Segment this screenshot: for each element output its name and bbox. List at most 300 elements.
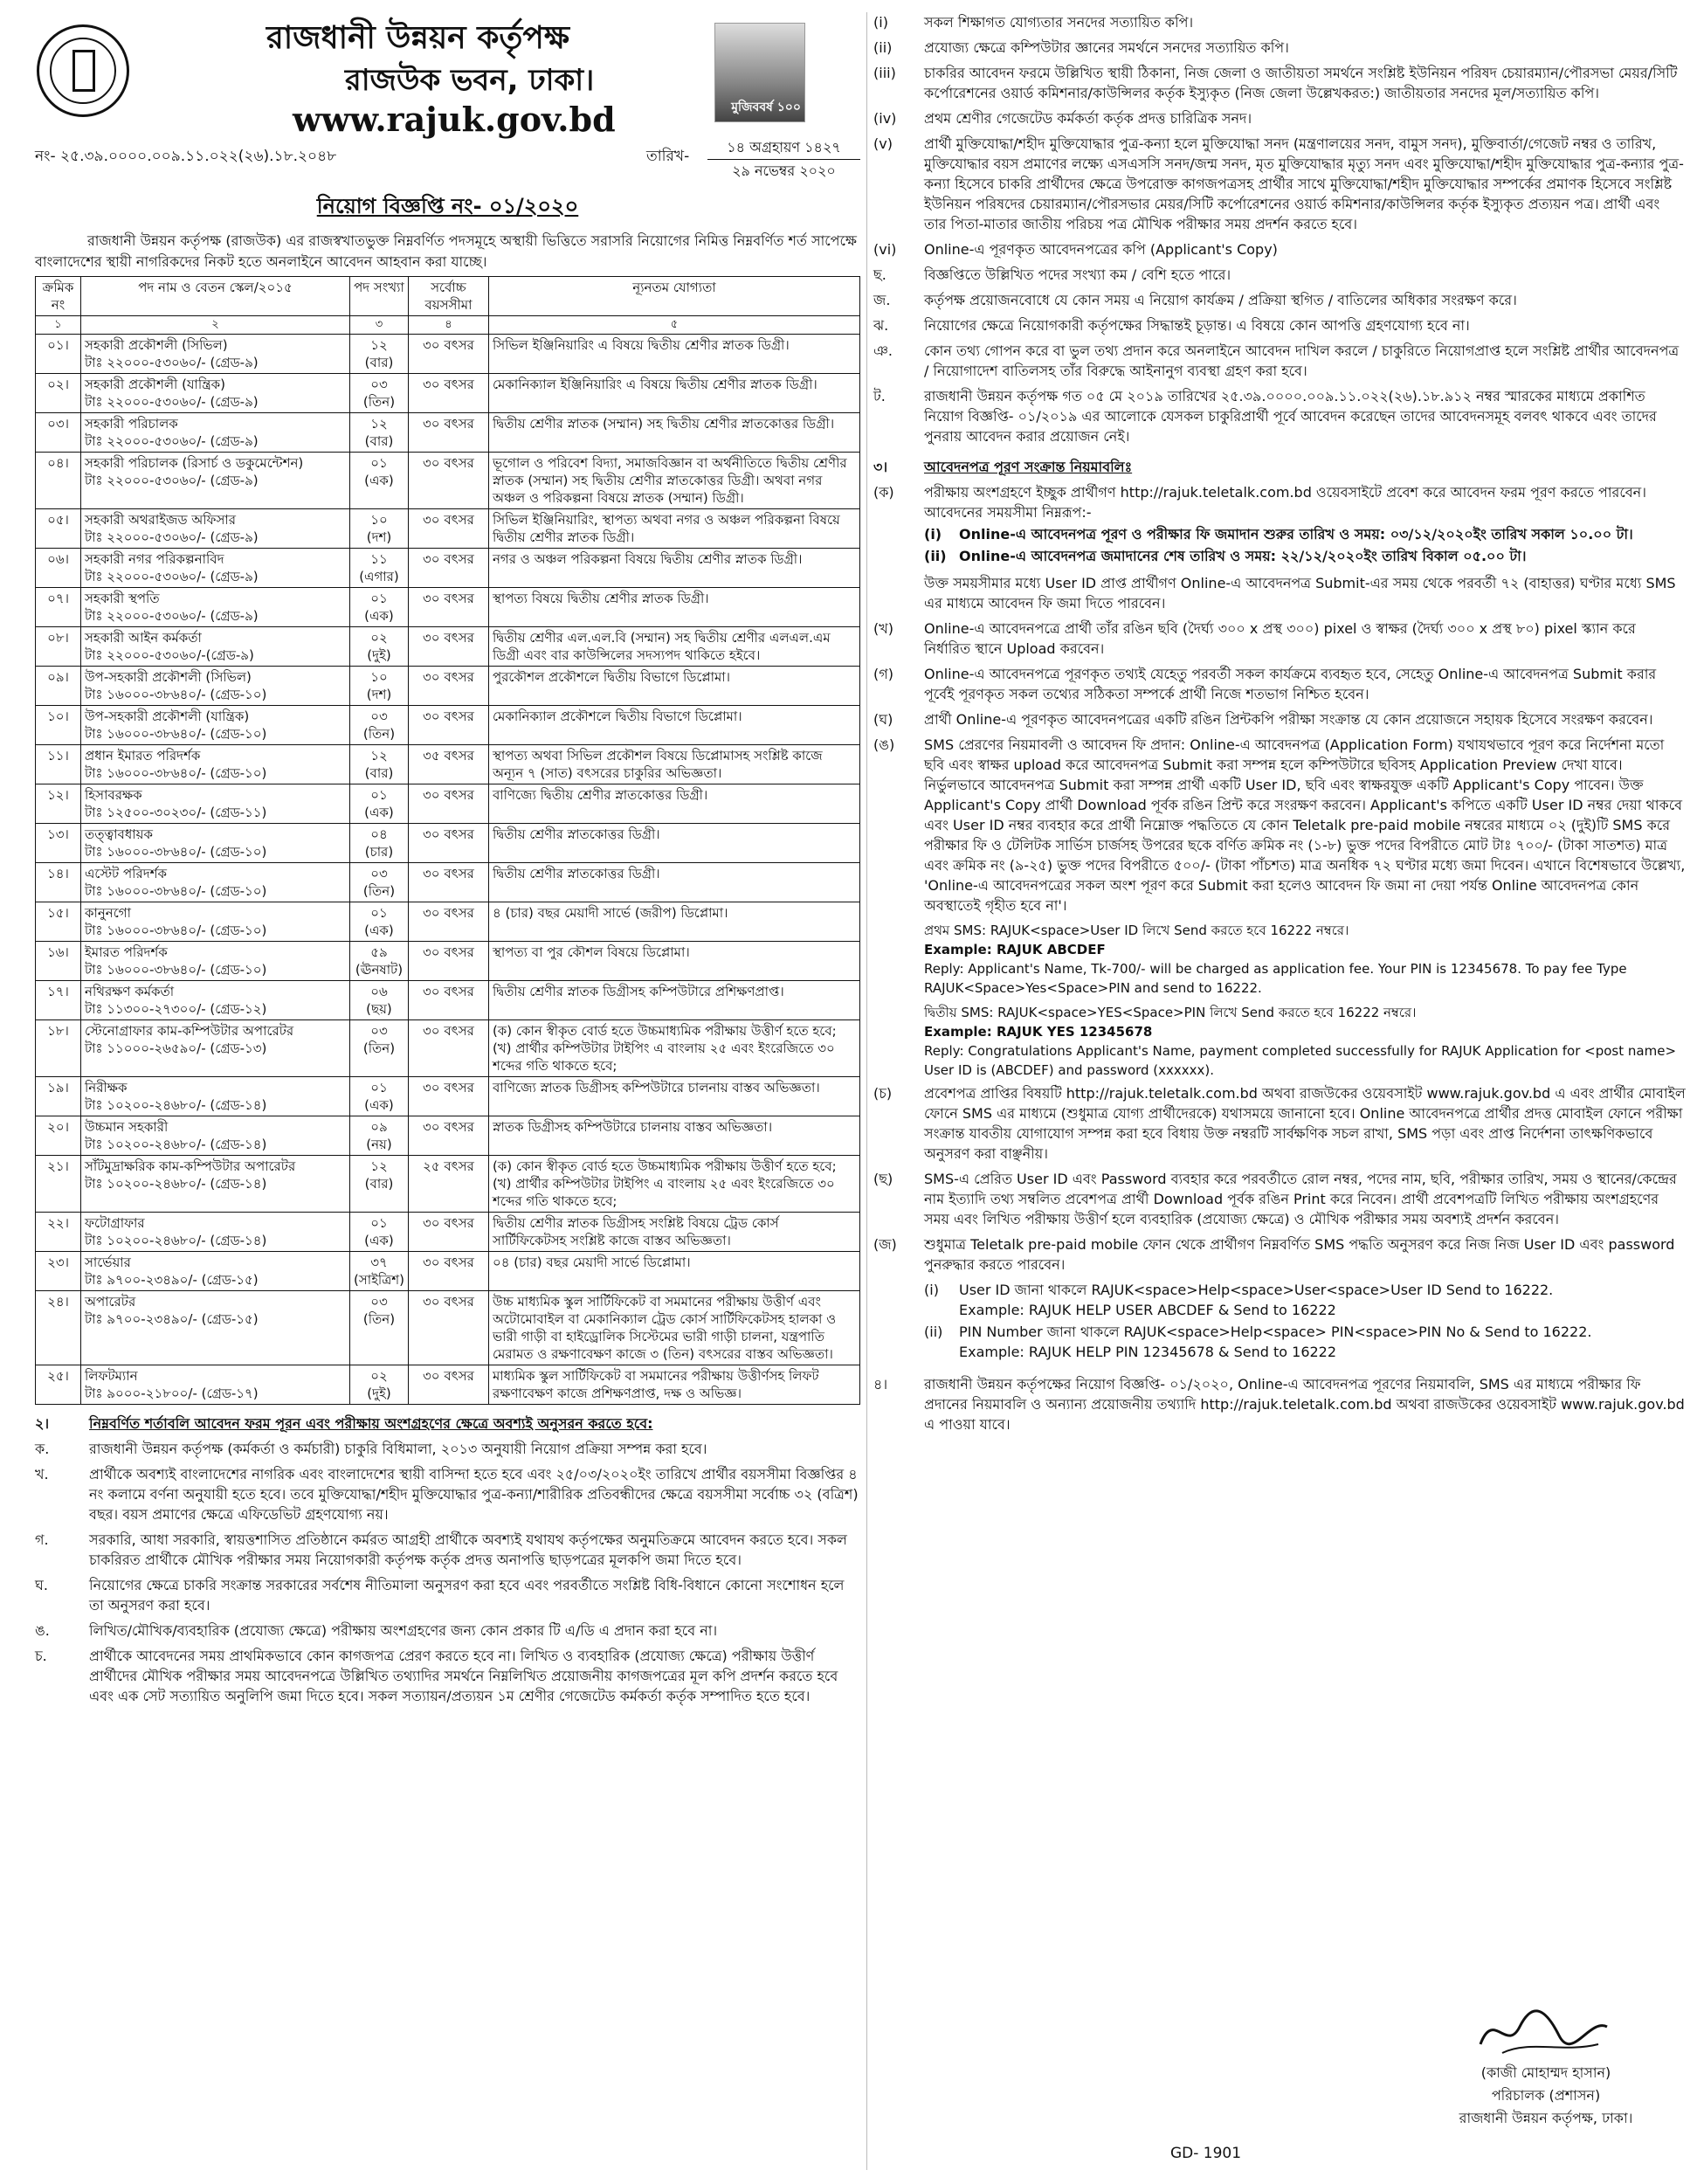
recover-items	[924, 1280, 1686, 1362]
cell-qualification: দ্বিতীয় শ্রেণীর স্নাতকোত্তর ডিগ্রী।	[488, 863, 859, 902]
post-scale: টাঃ ১৬০০০-৩৮৬৪০/- (গ্রেড-১০)	[85, 765, 267, 781]
cell-serial: ২১।	[36, 1156, 81, 1213]
date-box	[707, 136, 860, 183]
item-key: (ii)	[924, 1324, 943, 1340]
item-text: Online-এ পূরণকৃত আবেদনপত্রের কপি (Applicant's Copy)	[924, 241, 1278, 258]
post-scale: টাঃ ২২০০০-৫৩০৬০/- (গ্রেড-৯)	[85, 355, 259, 370]
item-text: কর্তৃপক্ষ প্রয়োজনবোধে যে কোন সময় এ নিয়োগ কার্যক্রম / প্রক্রিয়া স্থগিত / বাতিলের অধিকার সংরক্ষণ করে।	[924, 292, 1517, 308]
count-word: (এক)	[364, 1233, 394, 1248]
count-number: ১২	[370, 748, 388, 764]
count-word: (তিন)	[362, 726, 396, 742]
header-post: পদ নাম ও বেতন স্কেল/২০১৫	[81, 277, 350, 316]
condition-item	[873, 315, 1686, 335]
post-name: ফটোগ্রাফার	[85, 1215, 145, 1231]
cell-count	[350, 784, 409, 824]
apply-item-ka	[873, 482, 1686, 613]
count-number: ১০	[370, 669, 388, 685]
sms-instructions	[924, 921, 1686, 1080]
cell-qualification: দ্বিতীয় শ্রেণীর স্নাতকোত্তর ডিগ্রী।	[488, 824, 859, 863]
table-row	[36, 509, 860, 549]
cell-age: ৩০ বৎসর	[408, 1077, 488, 1116]
apply-item	[873, 664, 1686, 704]
required-documents	[873, 12, 1686, 259]
document-item	[873, 12, 1686, 32]
cell-count	[350, 1252, 409, 1291]
post-name: উপ-সহকারী প্রকৌশলী (যান্ত্রিক)	[85, 708, 250, 724]
table-row	[36, 1365, 860, 1405]
cell-serial: ১৮।	[36, 1020, 81, 1077]
cell-age: ২৫ বৎসর	[408, 1156, 488, 1213]
post-name: সহকারী প্রকৌশলী (সিভিল)	[85, 337, 228, 353]
item-key: খ.	[35, 1466, 49, 1482]
cell-post	[81, 1020, 350, 1077]
table-row	[36, 453, 860, 509]
cell-qualification: ভূগোল ও পরিবেশ বিদ্যা, সমাজবিজ্ঞান বা অর্থনীতিতে দ্বিতীয় শ্রেণীর স্নাতক (সম্মান) সহ দ্বিতীয় শ্রেণীর স্নাতকোত্তর ডিগ্রী। অথবা নগর অঞ্চল ও পরিকল্পনা বিষয়ে স্নাতক (সম্মান) ডিগ্রী।	[488, 453, 859, 509]
item-key: ছ.	[873, 266, 886, 283]
final-note	[873, 1374, 1686, 1434]
cell-serial: ২৩।	[36, 1252, 81, 1291]
table-row	[36, 413, 860, 453]
cell-post	[81, 335, 350, 374]
cell-age: ৩০ বৎসর	[408, 335, 488, 374]
post-scale: টাঃ ৯৭০০-২৩৪৯০/- (গ্রেড-১৫)	[85, 1311, 259, 1327]
cell-qualification: পুরকৌশল প্রকৌশলে দ্বিতীয় বিভাগে ডিপ্লোমা।	[488, 667, 859, 706]
table-row	[36, 627, 860, 667]
post-scale: টাঃ ৯০০০-২১৮০০/- (গ্রেড-১৭)	[85, 1386, 259, 1401]
count-word: (ছয়)	[366, 1001, 392, 1017]
table-row	[36, 784, 860, 824]
cell-post	[81, 374, 350, 413]
item-key: (ii)	[873, 39, 893, 56]
cell-post	[81, 1156, 350, 1213]
count-number: ১২	[370, 1158, 388, 1174]
count-number: ০৩	[370, 1023, 388, 1039]
apply-item	[873, 619, 1686, 659]
count-number: ০১	[370, 1080, 388, 1095]
header-qualification: ন্যূনতম যোগ্যতা	[488, 277, 859, 316]
cell-count	[350, 942, 409, 981]
cell-serial: ০২।	[36, 374, 81, 413]
cell-age: ৩০ বৎসর	[408, 902, 488, 942]
table-row	[36, 824, 860, 863]
header	[35, 12, 860, 187]
item-text: প্রার্থীকে অবশ্যই বাংলাদেশের নাগরিক এবং বাংলাদেশের স্থায়ী বাসিন্দা হতে হবে এবং ২৫/০৩/২০২০ইং তারিখে প্রার্থীর বয়সসীমা বিজ্ঞপ্তির ৪ নং কলামে বর্ণনা অনুযায়ী হতে হবে। তবে মুক্তিযোদ্ধা/শহীদ মুক্তিযোদ্ধার পুত্র-কন্যা/শারীরিক প্রতিবন্ধীদের ক্ষেত্রে বয়সসীমা সর্বোচ্চ ৩২ (বত্রিশ) বছর। বয়স প্রমাণের ক্ষেত্রে এফিডেভিট গ্রহণযোগ্য নয়।	[89, 1466, 859, 1523]
table-row	[36, 1291, 860, 1365]
item-key: ঝ.	[873, 317, 889, 334]
apply-item	[873, 709, 1686, 729]
cell-post	[81, 706, 350, 745]
cell-serial: ২৫।	[36, 1365, 81, 1405]
cell-qualification: মাধ্যমিক স্কুল সার্টিফিকেট বা সমমানের পরীক্ষায় উত্তীর্ণসহ লিফট রক্ষণাবেক্ষণ কাজে প্রশিক্ষণপ্রাপ্ত, দক্ষ ও অভিজ্ঞ।	[488, 1365, 859, 1405]
cell-post	[81, 509, 350, 549]
condition-item	[35, 1439, 860, 1459]
item-key: (জ)	[873, 1236, 897, 1253]
cell-count	[350, 981, 409, 1020]
condition-item	[873, 386, 1686, 446]
item-text: SMS প্রেরণের নিয়মাবলী ও আবেদন ফি প্রদান: Online-এ আবেদনপত্র (Application Form) যথাযথভাবে পূরণ করে নির্দেশনা মতো ছবি এবং স্বাক্ষর upload করে আবেদনপত্র Submit করা সম্পন্ন হলে কম্পিউটারে ছবিসহ Application Preview দেখা যাবে। নির্ভুলভাবে আবেদনপত্র Submit করা সম্পন্ন প্রার্থী একটি User ID, ছবি এবং স্বাক্ষরযুক্ত একটি Applicant's Copy পাবেন। উক্ত Applicant's Copy প্রার্থী Download পূর্বক রঙিন প্রিন্ট করে সংরক্ষণ করবেন। Applicant's কপিতে একটি User ID নম্বর দেয়া থাকবে এবং User ID নম্বর ব্যবহার করে প্রার্থী নিম্নোক্ত পদ্ধতিতে যে কোন Teletalk pre-paid mobile নম্বরের মাধ্যমে ০২ (দুই)টি SMS করে পরীক্ষার ফি ও টেলিটক সার্ভিস চার্জসহ উপরের ছকে বর্ণিত ক্রমিক নং (১-৮) ভুক্ত পদের বিপরীতে মোট টাঃ ৭০০/- (টাকা সাতশত) মাত্র এবং ক্রমিক নং (৯-২৫) ভুক্ত পদের বিপরীতে ৫০০/- (টাকা পাঁচশত) মাত্র অনধিক ৭২ ঘণ্টার মধ্যে জমা দিবেন। এখানে বিশেষভাবে উল্লেখ্য, 'Online-এ আবেদনপত্রের সকল অংশ পূরণ করে Submit করা হলেও আবেদন ফি জমা না দেয়া পর্যন্ত Online আবেদনপত্র কোন অবস্থাতেই গৃহীত হবে না'।	[924, 736, 1686, 914]
item-key: (v)	[873, 135, 893, 152]
count-number: ০৪	[370, 826, 388, 842]
post-scale: টাঃ ১০২০০-২৪৬৮০/- (গ্রেড-১৪)	[85, 1176, 267, 1192]
cell-qualification: মেকানিক্যাল প্রকৌশলে দ্বিতীয় বিভাগে ডিপ্লোমা।	[488, 706, 859, 745]
post-name: হিসাবরক্ষক	[85, 787, 142, 803]
item-key: ঙ.	[35, 1622, 50, 1639]
item-text: সকল শিক্ষাগত যোগ্যতার সনদের সত্যায়িত কপি।	[924, 14, 1194, 31]
cell-serial: ১৬।	[36, 942, 81, 981]
post-name: সহকারী আইন কর্মকর্তা	[85, 630, 202, 646]
col-number: ৩	[350, 316, 409, 335]
post-name: নিরীক্ষক	[85, 1080, 128, 1095]
document-item	[873, 134, 1686, 234]
cell-count	[350, 1116, 409, 1156]
cell-count	[350, 374, 409, 413]
cell-serial: ১৩।	[36, 824, 81, 863]
cell-post	[81, 1116, 350, 1156]
count-word: (এক)	[364, 1097, 394, 1113]
count-number: ০৩	[370, 377, 388, 392]
recover-example: Example: RAJUK HELP USER ABCDEF & Send to 16222	[959, 1302, 1336, 1318]
cell-age: ৩০ বৎসর	[408, 706, 488, 745]
apply-item	[873, 735, 1686, 916]
cell-age: ৩০ বৎসর	[408, 453, 488, 509]
table-row	[36, 706, 860, 745]
condition-item	[35, 1530, 860, 1570]
cell-serial: ২৪।	[36, 1291, 81, 1365]
post-name: উচ্চমান সহকারী	[85, 1119, 169, 1135]
cell-post	[81, 902, 350, 942]
end-date-row: (ii) Online-এ আবেদনপত্র জমাদানের শেষ তারিখ ও সময়: ২২/১২/২০২০ইং তারিখ বিকাল ০৫.০০ টা।	[924, 546, 1686, 566]
count-word: (দুই)	[367, 1386, 391, 1401]
table-row	[36, 1156, 860, 1213]
post-scale: টাঃ ২২০০০-৫৩০৬০/- (গ্রেড-৯)	[85, 394, 259, 410]
count-word: (ঊনষাট)	[355, 962, 404, 978]
cell-count	[350, 453, 409, 509]
post-name: উপ-সহকারী প্রকৌশলী (সিভিল)	[85, 669, 252, 685]
cell-post	[81, 784, 350, 824]
cell-age: ৩০ বৎসর	[408, 667, 488, 706]
memo-number: নং- ২৫.৩৯.০০০০.০০৯.১১.০২২(২৬).১৮.২০৪৮	[35, 148, 337, 165]
cell-serial: ০৫।	[36, 509, 81, 549]
cell-serial: ০৩।	[36, 413, 81, 453]
item-key: (ক)	[873, 484, 894, 501]
cell-serial: ০৬।	[36, 549, 81, 588]
condition-item	[35, 1621, 860, 1641]
post-name: সহকারী অথরাইজড অফিসার	[85, 512, 237, 528]
count-number: ০৩	[370, 866, 388, 881]
cell-serial: ১২।	[36, 784, 81, 824]
sms-reply-2: Reply: Congratulations Applicant's Name, payment completed successfully for RAJUK Application for <post name> User ID is (ABCDEF) and password (xxxxxx).	[924, 1043, 1677, 1078]
table-row	[36, 902, 860, 942]
post-scale: টাঃ ১০২০০-২৪৬৮০/- (গ্রেড-১৪)	[85, 1097, 267, 1113]
cell-qualification: স্থাপত্য বা পুর কৌশল বিষয়ে ডিপ্লোমা।	[488, 942, 859, 981]
table-row	[36, 1213, 860, 1252]
post-name: এস্টেট পরিদর্শক	[85, 866, 167, 881]
cell-post	[81, 1213, 350, 1252]
post-name: নথিরক্ষণ কর্মকর্তা	[85, 984, 175, 999]
post-name: সহকারী নগর পরিকল্পনাবিদ	[85, 551, 224, 567]
rajuk-logo-icon	[37, 24, 129, 117]
date-english: ২৯ নভেম্বর ২০২০	[732, 162, 836, 179]
sms-first: প্রথম SMS: RAJUK<space>User ID লিখে Send করতে হবে 16222 নম্বরে।	[924, 923, 1349, 938]
table-row	[36, 549, 860, 588]
table-row	[36, 981, 860, 1020]
cell-serial: ১৯।	[36, 1077, 81, 1116]
table-row	[36, 1116, 860, 1156]
count-number: ০২	[370, 630, 388, 646]
apply-number: ৩।	[873, 459, 888, 475]
item-text: রাজধানী উন্নয়ন কর্তৃপক্ষ (কর্মকর্তা ও কর্মচারী) চাকুরি বিধিমালা, ২০১৩ অনুযায়ী নিয়োগ প্রক্রিয়া সম্পন্ন করা হবে।	[89, 1441, 707, 1457]
cell-count	[350, 667, 409, 706]
cell-qualification: নগর ও অঞ্চল পরিকল্পনা বিষয়ে দ্বিতীয় শ্রেণীর স্নাতক ডিগ্রী।	[488, 549, 859, 588]
cell-age: ৩০ বৎসর	[408, 374, 488, 413]
cell-count	[350, 588, 409, 627]
column-number-row	[36, 316, 860, 335]
count-number: ৩৭	[370, 1254, 388, 1270]
item-text: প্রার্থী মুক্তিযোদ্ধা/শহীদ মুক্তিযোদ্ধার পুত্র-কন্যা হলে মুক্তিযোদ্ধা সনদ (মন্ত্রণালয়ের সনদ, বামুস সনদ), মুক্তিবার্তা/গেজেট নম্বর ও তারিখ, মুক্তিযোদ্ধার বয়স প্রমাণের লক্ষ্যে এসএসসি সনদ/জন্ম সনদ, মৃত মুক্তিযোদ্ধার মৃত্যু সনদ এবং মুক্তিযোদ্ধা/শহীদ মুক্তিযোদ্ধার পুত্র-কন্যার পুত্র-কন্যা হিসেবে চাকরি প্রার্থীদের ক্ষেত্রে উপরোক্ত কাগজপত্রসহ প্রার্থীর সাথে মুক্তিযোদ্ধা/শহীদ মুক্তিযোদ্ধার সম্পর্কের প্রমাণক হিসেবে সংশ্লিষ্ট ইউনিয়ন পরিষদের চেয়ারম্যান/পৌরসভার মেয়র/সিটি কর্পোরেশনের ওয়ার্ড কমিশনার/কাউন্সিলর কর্তৃক ইস্যুকৃত প্রত্যয়ন পত্র। প্রার্থী এবং তার পিতা-মাতার জাতীয় পরিচয় পত্র মৌখিক পরীক্ষার সময় প্রদর্শন করতে হবে।	[924, 135, 1684, 232]
count-word: (এক)	[364, 805, 394, 820]
condition-item	[873, 341, 1686, 381]
cell-age: ৩০ বৎসর	[408, 1020, 488, 1077]
notice-title: নিয়োগ বিজ্ঞপ্তি নং- ০১/২০২০	[316, 194, 579, 218]
conditions-heading-row	[35, 1413, 860, 1434]
item-text: সরকারি, আধা সরকারি, স্বায়ত্তশাসিত প্রতিষ্ঠানে কর্মরত আগ্রহী প্রার্থীকে অবশ্যই যথাযথ কর্তৃপক্ষের অনুমতিক্রমে আবেদন করতে হবে। সকল চাকরিরত প্রার্থীকে মৌখিক পরীক্ষার সময় নিয়োগকারী কর্তৃপক্ষ কর্তৃক প্রদত্ত অনাপত্তি ছাড়পত্রের মূলকপি জমা দিতে হবে।	[89, 1531, 847, 1568]
post-scale: টাঃ ২২০০০-৫৩০৬০/- (গ্রেড-৯)	[85, 569, 259, 584]
cell-post	[81, 1252, 350, 1291]
start-date-row: (i) Online-এ আবেদনপত্র পূরণ ও পরীক্ষার ফি জমাদান শুরুর তারিখ ও সময়: ০৩/১২/২০২০ইং তারিখ সকাল ১০.০০ টা।	[924, 524, 1686, 544]
count-word: (এক)	[364, 923, 394, 938]
item-text: প্রবেশপত্র প্রাপ্তির বিষয়টি http://rajuk.teletalk.com.bd অথবা রাজউকের ওয়েবসাইট www.rajuk.gov.bd এ এবং প্রার্থীর মোবাইল ফোনে SMS এর মাধ্যমে (শুধুমাত্র যোগ্য প্রার্থীদেরকে) যথাসময়ে জানানো হবে। Online আবেদনপত্রে প্রার্থীর প্রদত্ত মোবাইল ফোনে পরীক্ষা সংক্রান্ত যাবতীয় যোগাযোগ সম্পন্ন করা হবে বিধায় উক্ত নম্বরটি সার্বক্ষণিক সচল রাখা, SMS পড়া এবং প্রাপ্ত নির্দেশনা তাৎক্ষণিকভাবে অনুসরণ করা বাঞ্ছনীয়।	[924, 1085, 1686, 1162]
cell-qualification: সিভিল ইঞ্জিনিয়ারিং এ বিষয়ে দ্বিতীয় শ্রেণীর স্নাতক ডিগ্রী।	[488, 335, 859, 374]
signatory-name: (কাজী মোহাম্মদ হাসান)	[1480, 2064, 1611, 2081]
post-name: সহকারী পরিচালক	[85, 416, 178, 432]
cell-age: ৩০ বৎসর	[408, 824, 488, 863]
column-divider	[866, 12, 867, 2170]
cell-qualification: (ক) কোন স্বীকৃত বোর্ড হতে উচ্চমাধ্যমিক পরীক্ষায় উত্তীর্ণ হতে হবে; (খ) প্রার্থীর কম্পিউটার টাইপিং এ বাংলায় ২৫ এবং ইংরেজিতে ৩০ শব্দের গতি থাকতে হবে;	[488, 1156, 859, 1213]
document-item	[873, 108, 1686, 128]
item-key: (গ)	[873, 666, 893, 682]
item-text: বিজ্ঞপ্তিতে উল্লিখিত পদের সংখ্যা কম / বেশি হতে পারে।	[924, 266, 1231, 283]
building-name: রাজউক ভবন, ঢাকা।	[345, 63, 595, 98]
post-scale: টাঃ ১৬০০০-৩৮৬৪০/- (গ্রেড-১০)	[85, 883, 267, 899]
post-scale: টাঃ ৯৭০০-২৩৪৯০/- (গ্রেড-১৫)	[85, 1272, 259, 1288]
document-item	[873, 239, 1686, 259]
cell-serial: ০১।	[36, 335, 81, 374]
cell-post	[81, 942, 350, 981]
post-name: সহকারী স্থপতি	[85, 591, 160, 606]
cell-qualification: স্থাপত্য অথবা সিভিল প্রকৌশল বিষয়ে ডিপ্লোমাসহ সংশ্লিষ্ট কাজে অন্যূন ৭ (সাত) বৎসরের চাকুরির অভিজ্ঞতা।	[488, 745, 859, 784]
sms-reply-1: Reply: Applicant's Name, Tk-700/- will be charged as application fee. Your PIN is 12345678. To pay fee Type RAJUK<Space>Yes<Space>PIN and send to 16222.	[924, 961, 1627, 996]
item-text: নিয়োগের ক্ষেত্রে নিয়োগকারী কর্তৃপক্ষের সিদ্ধান্তই চূড়ান্ত। এ বিষয়ে কোন আপত্তি গ্রহণযোগ্য হবে না।	[924, 317, 1470, 334]
count-number: ১০	[370, 512, 388, 528]
count-word: (চার)	[364, 844, 394, 860]
item-text: প্রযোজ্য ক্ষেত্রে কম্পিউটার জ্ঞানের সমর্থনে সনদের সত্যায়িত কপি।	[924, 39, 1289, 56]
conditions	[35, 1413, 860, 1706]
post-scale: টাঃ ১২৫০০-৩০২৩০/- (গ্রেড-১১)	[85, 805, 267, 820]
condition-item	[35, 1464, 860, 1524]
count-number: ০৬	[370, 984, 388, 999]
post-name: কানুনগো	[85, 905, 131, 921]
post-name: সাঁটমুদ্রাক্ষরিক কাম-কম্পিউটার অপারেটর	[85, 1158, 296, 1174]
cell-post	[81, 413, 350, 453]
post-name: স্টেনোগ্রাফার কাম-কম্পিউটার অপারেটর	[85, 1023, 294, 1039]
signatory-title: পরিচালক (প্রশাসন)	[1491, 2087, 1601, 2104]
recover-line: PIN Number জানা থাকলে RAJUK<space>Help<space> PIN<space>PIN No & Send to 16222.	[959, 1324, 1592, 1340]
table-row	[36, 374, 860, 413]
post-name: অপারেটর	[85, 1294, 136, 1310]
item-key: ট.	[873, 388, 886, 404]
cell-qualification: স্নাতক ডিগ্রীসহ কম্পিউটারে চালনায় বাস্তব অভিজ্ঞতা।	[488, 1116, 859, 1156]
item-key: (iv)	[873, 110, 897, 127]
footer-code: GD- 1901	[1170, 2145, 1242, 2162]
item-text: কোন তথ্য গোপন করে বা ভুল তথ্য প্রদান করে অনলাইনে আবেদন দাখিল করলে / চাকুরিতে নিয়োগপ্রাপ্ত হলে সংশ্লিষ্ট প্রার্থীর আবেদনপত্র / নিয়োগাদেশ বাতিলসহ তাঁর বিরুদ্ধে আইনানুগ ব্যবস্থা গ্রহণ করা হবে।	[924, 342, 1680, 379]
cell-serial: ১১।	[36, 745, 81, 784]
cell-qualification: দ্বিতীয় শ্রেণীর স্নাতক (সম্মান) সহ দ্বিতীয় শ্রেণীর স্নাতকোত্তর ডিগ্রী।	[488, 413, 859, 453]
cell-serial: ২০।	[36, 1116, 81, 1156]
count-number: ০১	[370, 905, 388, 921]
count-word: (বার)	[364, 355, 394, 370]
item-key: চ.	[35, 1648, 47, 1664]
cell-serial: ১০।	[36, 706, 81, 745]
portrait-caption: মুজিববর্ষ ১০০	[731, 100, 801, 114]
header-serial: ক্রমিক নং	[36, 277, 81, 316]
document-list	[873, 12, 1686, 1434]
header-age: সর্বোচ্চ বয়সসীমা	[408, 277, 488, 316]
cell-age: ৩০ বৎসর	[408, 413, 488, 453]
cell-count	[350, 1365, 409, 1405]
item-key: ঞ.	[873, 342, 893, 359]
count-number: ০১	[370, 455, 388, 471]
cell-serial: ১৭।	[36, 981, 81, 1020]
condition-item	[873, 265, 1686, 285]
count-word: (এগার)	[359, 569, 399, 584]
apply-item	[873, 1083, 1686, 1164]
item-key: (ঘ)	[873, 711, 893, 728]
count-word: (বার)	[364, 765, 394, 781]
apply-item	[873, 1169, 1686, 1229]
cell-serial: ০৭।	[36, 588, 81, 627]
item-key: জ.	[873, 292, 891, 308]
cell-serial: ০৪।	[36, 453, 81, 509]
item-key: (খ)	[873, 620, 893, 637]
cell-count	[350, 627, 409, 667]
cell-post	[81, 588, 350, 627]
count-word: (দশ)	[366, 687, 392, 702]
cell-qualification: (ক) কোন স্বীকৃত বোর্ড হতে উচ্চমাধ্যমিক পরীক্ষায় উত্তীর্ণ হতে হবে; (খ) প্রার্থীর কম্পিউটার টাইপিং এ বাংলায় ২৫ এবং ইংরেজিতে ৩০ শব্দের গতি থাকতে হবে;	[488, 1020, 859, 1077]
cell-post	[81, 667, 350, 706]
cell-qualification: দ্বিতীয় শ্রেণীর স্নাতক ডিগ্রীসহ কম্পিউটারে প্রশিক্ষণপ্রাপ্ত।	[488, 981, 859, 1020]
cell-age: ৩৫ বৎসর	[408, 745, 488, 784]
count-word: (নয়)	[366, 1137, 392, 1152]
recover-line: User ID জানা থাকলে RAJUK<space>Help<space>User<space>User ID Send to 16222.	[959, 1282, 1554, 1298]
cell-serial: ০৯।	[36, 667, 81, 706]
cell-age: ৩০ বৎসর	[408, 549, 488, 588]
item-text: Online-এ আবেদনপত্রে প্রার্থী তাঁর রঙিন ছবি (দৈর্ঘ্য ৩০০ x প্রস্থ ৩০০) pixel ও স্বাক্ষর (দৈর্ঘ্য ৩০০ x প্রস্থ ৮০) pixel স্ক্যান করে নির্ধারিত স্থানে Upload করবেন।	[924, 620, 1636, 657]
item-text: চাকরির আবেদন ফরমে উল্লিখিত স্থায়ী ঠিকানা, নিজ জেলা ও জাতীয়তা সমর্থনে সংশ্লিষ্ট ইউনিয়ন পরিষদ চেয়ারম্যান/পৌরসভা মেয়র/সিটি কর্পোরেশনের ওয়ার্ড কমিশনার/কাউন্সিলর কর্তৃক ইস্যুকৃত (নিজ জেলা উল্লেখকরত:) জাতীয়তার সনদের মূল/সত্যায়িত কপি।	[924, 65, 1678, 101]
right-column	[873, 12, 1686, 1440]
date-label: তারিখ-	[646, 148, 690, 165]
cell-serial: ০৮।	[36, 627, 81, 667]
count-number: ০২	[370, 1368, 388, 1384]
final-note-key: ৪।	[873, 1376, 888, 1393]
post-scale: টাঃ ২২০০০-৫৩০৬০/- (গ্রেড-৯)	[85, 529, 259, 545]
post-scale: টাঃ ১০২০০-২৪৬৮০/- (গ্রেড-১৪)	[85, 1233, 267, 1248]
cell-count	[350, 902, 409, 942]
count-word: (সাইত্রিশ)	[354, 1272, 404, 1288]
count-word: (তিন)	[362, 1040, 396, 1056]
item-key: (চ)	[873, 1085, 893, 1102]
cell-count	[350, 1020, 409, 1077]
col-number: ২	[81, 316, 350, 335]
item-text: প্রথম শ্রেণীর গেজেটেড কর্মকর্তা কর্তৃক প্রদত্ত চারিত্রিক সনদ।	[924, 110, 1252, 127]
item-key: (i)	[873, 14, 888, 31]
cell-age: ৩০ বৎসর	[408, 1252, 488, 1291]
signatory-org: রাজধানী উন্নয়ন কর্তৃপক্ষ, ঢাকা।	[1459, 2110, 1633, 2126]
item-key: (i)	[924, 1282, 939, 1298]
item-text: Online-এ আবেদনপত্রে পূরণকৃত তথ্যই যেহেতু পরবর্তী সকল কার্যক্রমে ব্যবহৃত হবে, সেহেতু Online-এ আবেদনপত্র Submit করার পূর্বেই পূরণকৃত সকল তথ্যের সঠিকতা সম্পর্কে প্রার্থী নিজে শতভাগ নিশ্চিত হবেন।	[924, 666, 1657, 702]
cell-post	[81, 745, 350, 784]
post-scale: টাঃ ২২০০০-৫৩০৬০/-(গ্রেড-৯)	[85, 647, 254, 663]
count-number: ১২	[370, 416, 388, 432]
fee-window-text: উক্ত সময়সীমার মধ্যে User ID প্রাপ্ত প্রার্থীগণ Online-এ আবেদনপত্র Submit-এর সময় থেকে পরবর্তী ৭২ (বাহাত্তর) ঘণ্টার মধ্যে SMS এর মাধ্যমে আবেদন ফি জমা দিতে পারবেন।	[924, 575, 1676, 612]
item-text: প্রার্থীকে আবেদনের সময় প্রাথমিকভাবে কোন কাগজপত্র প্রেরণ করতে হবে না। লিখিত ও ব্যবহারিক (প্রযোজ্য ক্ষেত্রে) পরীক্ষায় উত্তীর্ণ প্রার্থীদের মৌখিক পরীক্ষার সময় আবেদনপত্রে উল্লিখিত তথ্যাদির সমর্থনে নিম্নলিখিত প্রয়োজনীয় কাগজপত্রের মূল কপি প্রদর্শন করতে হবে এবং এক সেট সত্যায়িত অনুলিপি জমা দিতে হবে। সকল সত্যায়ন/প্রত্যয়ন ১ম শ্রেণীর গেজেটেড কর্মকর্তা কর্তৃক সম্পাদিত হতে হবে।	[89, 1648, 838, 1704]
post-scale: টাঃ ১৬০০০-৩৮৬৪০/- (গ্রেড-১০)	[85, 844, 267, 860]
item-text: লিখিত/মৌখিক/ব্যবহারিক (প্রযোজ্য ক্ষেত্রে) পরীক্ষায় অংশগ্রহণের জন্য কোন প্রকার টি এ/ডি এ প্রদান করা হবে না।	[89, 1622, 718, 1639]
table-row	[36, 1020, 860, 1077]
count-number: ০৩	[370, 1294, 388, 1310]
post-scale: টাঃ ১৬০০০-৩৮৬৪০/- (গ্রেড-১০)	[85, 962, 267, 978]
cell-qualification: ০৪ (চার) বছর মেয়াদী সার্ভে ডিপ্লোমা।	[488, 1252, 859, 1291]
conditions-heading: নিম্নবর্ণিত শর্তাবলি আবেদন ফরম পূরন এবং পরীক্ষায় অংশগ্রহণের ক্ষেত্রে অবশ্যই অনুসরন করতে হবে:	[89, 1415, 653, 1432]
count-number: ০৩	[370, 708, 388, 724]
condition-item	[873, 290, 1686, 310]
recover-example: Example: RAJUK HELP PIN 12345678 & Send to 16222	[959, 1344, 1337, 1360]
post-rows	[36, 335, 860, 1405]
cell-post	[81, 549, 350, 588]
cell-count	[350, 824, 409, 863]
item-text	[959, 1322, 1686, 1362]
count-word: (তিন)	[362, 883, 396, 899]
cell-count	[350, 745, 409, 784]
table-row	[36, 588, 860, 627]
item-text: প্রার্থী Online-এ পূরণকৃত আবেদনপত্রের একটি রঙিন প্রিন্টকপি পরীক্ষা সংক্রান্ত যে কোন প্রয়োজনে সহায়ক হিসেবে সংরক্ষণ করবেন।	[924, 711, 1653, 728]
col-number: ১	[36, 316, 81, 335]
item-text: শুধুমাত্র Teletalk pre-paid mobile ফোন থেকে প্রার্থীগণ নিম্নবর্ণিত SMS পদ্ধতি অনুসরণ করে নিজ নিজ User ID এবং password পুনরুদ্ধার করতে পারবেন।	[924, 1236, 1675, 1273]
table-row	[36, 335, 860, 374]
recover-item	[924, 1322, 1686, 1362]
item-text: নিয়োগের ক্ষেত্রে চাকরি সংক্রান্ত সরকারের সর্বশেষ নীতিমালা অনুসরণ করা হবে এবং পরবর্তীতে সংশ্লিষ্ট বিধি-বিধানে কোনো সংশোধন হলে তা অনুসরণ করা হবে।	[89, 1577, 845, 1614]
cell-qualification: ৪ (চার) বছর মেয়াদী সার্ভে (জরীপ) ডিপ্লোমা।	[488, 902, 859, 942]
post-scale: টাঃ ২২০০০-৫৩০৬০/- (গ্রেড-৯)	[85, 433, 259, 449]
item-key: গ.	[35, 1531, 49, 1548]
col-number: ৫	[488, 316, 859, 335]
count-number: ০১	[370, 591, 388, 606]
item-text: SMS-এ প্রেরিত User ID এবং Password ব্যবহার করে পরবর্তীতে রোল নম্বর, পদের নাম, ছবি, পরীক্ষার তারিখ, সময় ও স্থানের/কেন্দ্রের নাম ইত্যাদি তথ্য সম্বলিত প্রবেশপত্র প্রার্থী Download পূর্বক রঙিন Print করে নিবেন। প্রার্থী প্রবেশপত্রটি লিখিত পরীক্ষায় অংশগ্রহণের সময় এবং লিখিত পরীক্ষায় উত্তীর্ণ হলে ব্যবহারিক (প্রযোজ্য ক্ষেত্রে) ও মৌখিক পরীক্ষার সময় অবশ্যই প্রদর্শন করবেন।	[924, 1171, 1677, 1227]
start-date-text: Online-এ আবেদনপত্র পূরণ ও পরীক্ষার ফি জমাদান শুরুর তারিখ ও সময়: ০৩/১২/২০২০ইং তারিখ সকাল ১০.০০ টা।	[959, 526, 1633, 543]
cell-serial: ২২।	[36, 1213, 81, 1252]
cell-count	[350, 1077, 409, 1116]
conditions-list	[35, 1439, 860, 1706]
apply-item	[873, 1234, 1686, 1275]
count-word: (এক)	[364, 608, 394, 624]
org-name: রাজধানী উন্নয়ন কর্তৃপক্ষ	[266, 20, 570, 56]
cell-serial: ১৪।	[36, 863, 81, 902]
sms-second: দ্বিতীয় SMS: RAJUK<space>YES<Space>PIN লিখে Send করতে হবে 16222 নম্বরে।	[924, 1005, 1417, 1020]
post-name: সহকারী পরিচালক (রিসার্চ ও ডকুমেন্টেশন)	[85, 455, 304, 471]
post-name: সহকারী প্রকৌশলী (যান্ত্রিক)	[85, 377, 225, 392]
cell-qualification: দ্বিতীয় শ্রেণীর স্নাতক ডিগ্রীসহ সংশ্লিষ্ট বিষয়ে ট্রেড কোর্স সার্টিফিকেটসহ সংশ্লিষ্ট কাজে বাস্তব অভিজ্ঞতা।	[488, 1213, 859, 1252]
table-row	[36, 863, 860, 902]
post-name: লিফটম্যান	[85, 1368, 138, 1384]
